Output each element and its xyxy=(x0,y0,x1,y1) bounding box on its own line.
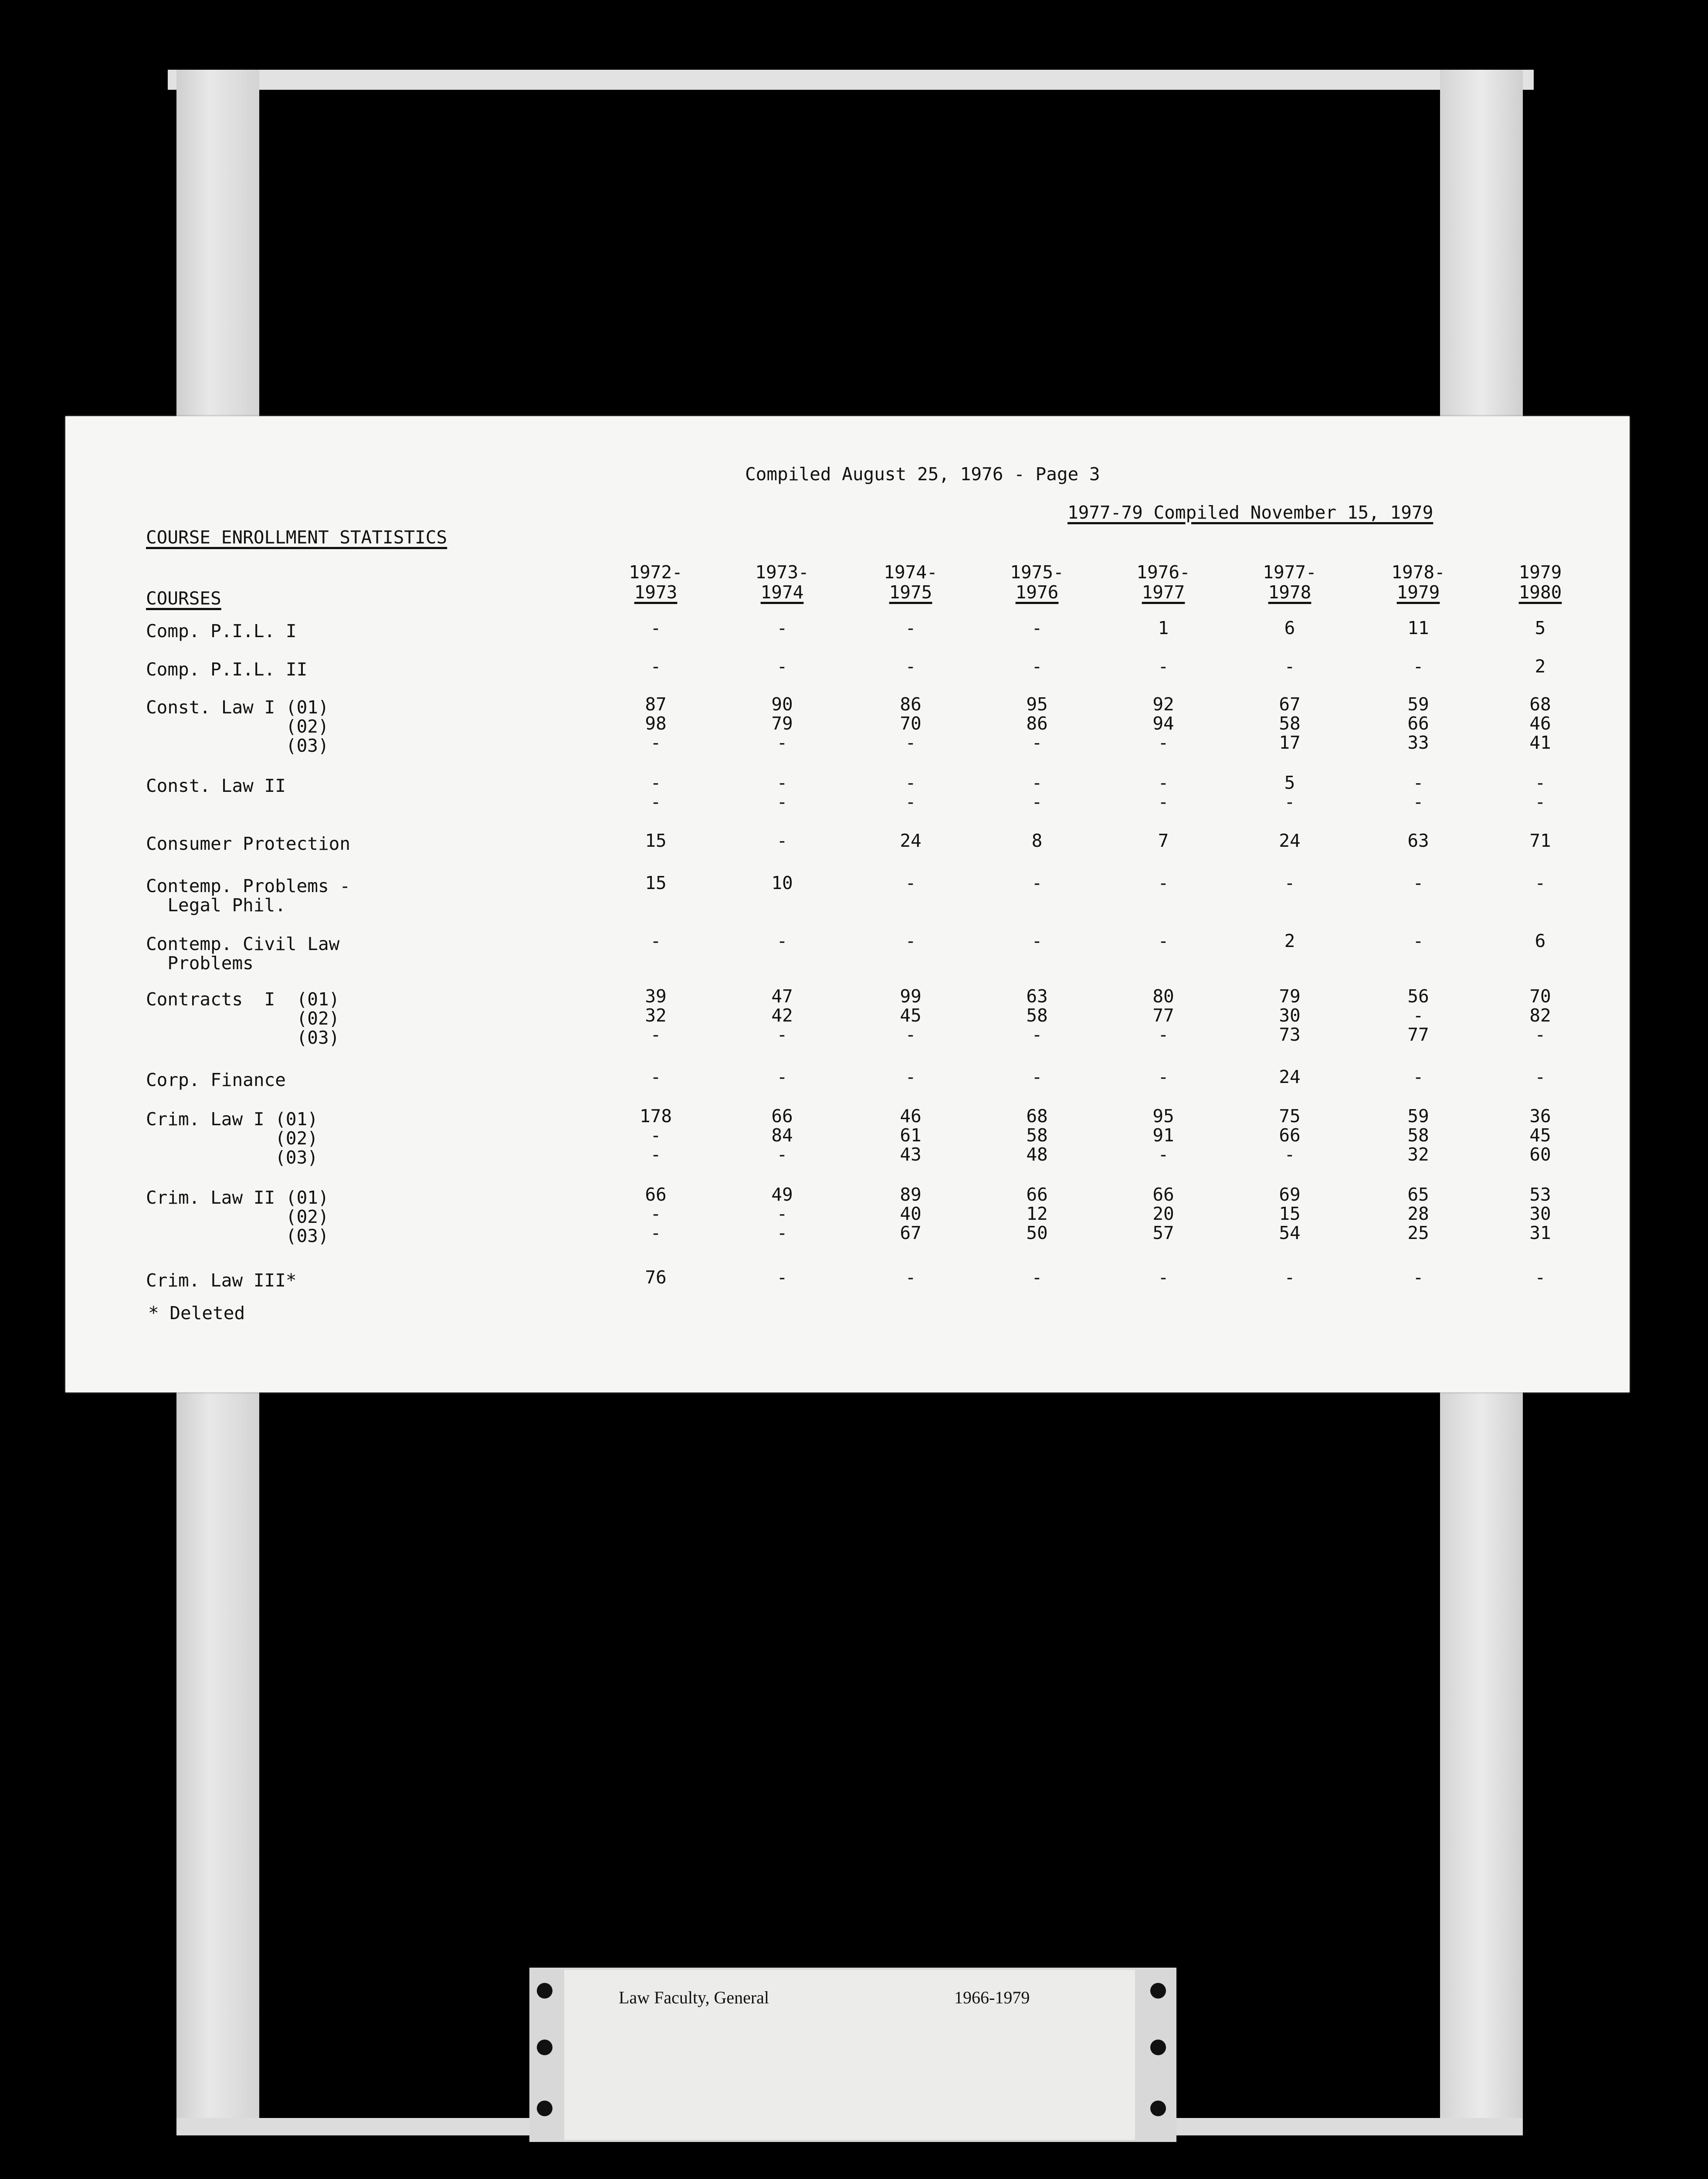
document-sheet xyxy=(65,416,1630,1392)
enrollment-cell: 30 xyxy=(1529,1203,1551,1224)
enrollment-cell: 15 xyxy=(1279,1203,1301,1224)
punch-hole xyxy=(537,1983,552,1999)
enrollment-cell: - xyxy=(1158,791,1169,812)
enrollment-cell: 86 xyxy=(900,694,922,715)
year-header xyxy=(619,562,693,602)
enrollment-cell: - xyxy=(776,791,788,812)
enrollment-cell: 67 xyxy=(900,1222,922,1243)
year-header-end: 1979 xyxy=(1396,582,1440,603)
course-label: (03) xyxy=(146,1147,318,1168)
enrollment-cell: - xyxy=(650,1144,661,1165)
enrollment-cell: 60 xyxy=(1529,1144,1551,1165)
enrollment-cell: - xyxy=(650,1125,661,1146)
enrollment-cell: 2 xyxy=(1535,656,1546,677)
enrollment-cell: - xyxy=(1031,618,1043,638)
enrollment-cell: - xyxy=(776,1066,788,1087)
enrollment-cell: - xyxy=(650,618,661,638)
enrollment-cell: - xyxy=(1413,791,1424,812)
year-header-start: 1976- xyxy=(1136,562,1190,583)
course-label: Legal Phil. xyxy=(146,895,286,916)
year-header-end: 1976 xyxy=(1015,582,1059,603)
enrollment-cell: 12 xyxy=(1026,1203,1048,1224)
enrollment-cell: 36 xyxy=(1529,1106,1551,1127)
enrollment-cell: 54 xyxy=(1279,1222,1301,1243)
enrollment-cell: 39 xyxy=(645,986,667,1007)
enrollment-cell: - xyxy=(1413,1066,1424,1087)
year-header-start: 1975- xyxy=(1010,562,1064,583)
enrollment-cell: - xyxy=(1158,1267,1169,1288)
course-label: Comp. P.I.L. I xyxy=(146,621,297,641)
enrollment-cell: - xyxy=(1158,772,1169,793)
enrollment-cell: 56 xyxy=(1407,986,1429,1007)
enrollment-cell: 63 xyxy=(1407,830,1429,851)
enrollment-cell: - xyxy=(776,830,788,851)
course-label: Contracts I (01) xyxy=(146,989,340,1010)
year-header-start: 1979 xyxy=(1518,562,1562,583)
enrollment-cell: 24 xyxy=(900,830,922,851)
enrollment-cell: - xyxy=(1413,1005,1424,1026)
enrollment-cell: 91 xyxy=(1152,1125,1174,1146)
enrollment-cell: - xyxy=(1413,872,1424,893)
enrollment-cell: - xyxy=(650,772,661,793)
year-header-start: 1972- xyxy=(629,562,683,583)
enrollment-cell: - xyxy=(1158,930,1169,951)
enrollment-cell: - xyxy=(1158,732,1169,753)
enrollment-cell: - xyxy=(1158,1024,1169,1045)
enrollment-cell: 66 xyxy=(1152,1184,1174,1205)
year-header-start: 1977- xyxy=(1263,562,1317,583)
enrollment-cell: 98 xyxy=(645,713,667,734)
enrollment-cell: - xyxy=(905,1024,916,1045)
course-label: Const. Law II xyxy=(146,775,286,796)
enrollment-cell: - xyxy=(1031,1066,1043,1087)
enrollment-cell: 58 xyxy=(1407,1125,1429,1146)
courses-heading: COURSES xyxy=(146,588,221,609)
enrollment-cell: 84 xyxy=(771,1125,793,1146)
enrollment-cell: 70 xyxy=(1529,986,1551,1007)
year-header xyxy=(745,562,819,602)
enrollment-cell: - xyxy=(1031,872,1043,893)
enrollment-cell: - xyxy=(1031,930,1043,951)
enrollment-cell: - xyxy=(1031,772,1043,793)
enrollment-cell: 40 xyxy=(900,1203,922,1224)
enrollment-cell: 2 xyxy=(1284,930,1295,951)
year-header xyxy=(1503,562,1577,602)
year-header-end: 1975 xyxy=(889,582,932,603)
enrollment-cell: - xyxy=(905,791,916,812)
course-label: Const. Law I (01) xyxy=(146,697,329,718)
enrollment-cell: 47 xyxy=(771,986,793,1007)
enrollment-cell: 80 xyxy=(1152,986,1174,1007)
course-label: Crim. Law I (01) xyxy=(146,1109,318,1130)
punch-hole xyxy=(537,2101,552,2116)
course-label: (03) xyxy=(146,735,329,756)
enrollment-cell: 58 xyxy=(1026,1125,1048,1146)
course-label: Crim. Law III* xyxy=(146,1270,297,1291)
enrollment-cell: - xyxy=(905,930,916,951)
enrollment-cell: - xyxy=(776,1222,788,1243)
enrollment-cell: 79 xyxy=(771,713,793,734)
enrollment-cell: - xyxy=(1413,656,1424,677)
enrollment-cell: 73 xyxy=(1279,1024,1301,1045)
enrollment-cell: 20 xyxy=(1152,1203,1174,1224)
document-title: COURSE ENROLLMENT STATISTICS xyxy=(146,527,447,548)
enrollment-cell: - xyxy=(1031,791,1043,812)
enrollment-cell: 41 xyxy=(1529,732,1551,753)
enrollment-cell: - xyxy=(776,732,788,753)
year-header-start: 1974- xyxy=(884,562,938,583)
enrollment-cell: - xyxy=(776,1267,788,1288)
enrollment-cell: - xyxy=(776,772,788,793)
enrollment-cell: 75 xyxy=(1279,1106,1301,1127)
enrollment-cell: - xyxy=(905,1267,916,1288)
enrollment-cell: 77 xyxy=(1152,1005,1174,1026)
enrollment-cell: - xyxy=(1535,872,1546,893)
enrollment-cell: - xyxy=(1535,772,1546,793)
year-header xyxy=(1126,562,1200,602)
enrollment-cell: - xyxy=(905,732,916,753)
enrollment-cell: 66 xyxy=(771,1106,793,1127)
year-header-start: 1978- xyxy=(1391,562,1445,583)
enrollment-cell: - xyxy=(1031,656,1043,677)
enrollment-cell: - xyxy=(905,656,916,677)
enrollment-cell: 6 xyxy=(1284,618,1295,638)
enrollment-cell: 66 xyxy=(1407,713,1429,734)
enrollment-cell: - xyxy=(776,618,788,638)
enrollment-cell: 61 xyxy=(900,1125,922,1146)
enrollment-cell: - xyxy=(1413,772,1424,793)
enrollment-cell: - xyxy=(1031,1267,1043,1288)
enrollment-cell: 42 xyxy=(771,1005,793,1026)
enrollment-cell: 25 xyxy=(1407,1222,1429,1243)
enrollment-cell: 50 xyxy=(1026,1222,1048,1243)
enrollment-cell: 59 xyxy=(1407,1106,1429,1127)
enrollment-cell: - xyxy=(650,1024,661,1045)
enrollment-cell: 66 xyxy=(1279,1125,1301,1146)
enrollment-cell: 65 xyxy=(1407,1184,1429,1205)
enrollment-cell: - xyxy=(1158,1144,1169,1165)
course-label: Crim. Law II (01) xyxy=(146,1187,329,1208)
enrollment-cell: - xyxy=(776,930,788,951)
enrollment-cell: 5 xyxy=(1284,772,1295,793)
enrollment-cell: 24 xyxy=(1279,1066,1301,1087)
enrollment-cell: 45 xyxy=(1529,1125,1551,1146)
enrollment-cell: 48 xyxy=(1026,1144,1048,1165)
enrollment-cell: 95 xyxy=(1152,1106,1174,1127)
enrollment-cell: - xyxy=(1158,872,1169,893)
enrollment-cell: 31 xyxy=(1529,1222,1551,1243)
enrollment-cell: 76 xyxy=(645,1267,667,1288)
enrollment-cell: 66 xyxy=(645,1184,667,1205)
archive-label-title: Law Faculty, General xyxy=(619,1988,769,2007)
punch-hole xyxy=(537,2040,552,2055)
enrollment-cell: 87 xyxy=(645,694,667,715)
enrollment-cell: 82 xyxy=(1529,1005,1551,1026)
enrollment-cell: 33 xyxy=(1407,732,1429,753)
enrollment-cell: - xyxy=(1031,1024,1043,1045)
enrollment-cell: - xyxy=(1284,656,1295,677)
enrollment-cell: - xyxy=(1284,1267,1295,1288)
enrollment-cell: - xyxy=(905,872,916,893)
enrollment-cell: - xyxy=(776,656,788,677)
course-label: Contemp. Problems - xyxy=(146,876,350,896)
course-label: Problems xyxy=(146,953,254,974)
enrollment-cell: 7 xyxy=(1158,830,1169,851)
enrollment-cell: - xyxy=(1413,1267,1424,1288)
enrollment-cell: 89 xyxy=(900,1184,922,1205)
enrollment-cell: 49 xyxy=(771,1184,793,1205)
enrollment-cell: 32 xyxy=(1407,1144,1429,1165)
enrollment-cell: 24 xyxy=(1279,830,1301,851)
enrollment-cell: 58 xyxy=(1279,713,1301,734)
course-label: (02) xyxy=(146,1008,340,1029)
enrollment-cell: 63 xyxy=(1026,986,1048,1007)
enrollment-cell: 5 xyxy=(1535,618,1546,638)
enrollment-cell: - xyxy=(650,930,661,951)
compiled-date-2: 1977-79 Compiled November 15, 1979 xyxy=(1068,502,1434,523)
course-label: (03) xyxy=(146,1027,340,1048)
enrollment-cell: - xyxy=(650,656,661,677)
year-header-end: 1973 xyxy=(634,582,678,603)
year-header xyxy=(1253,562,1327,602)
punch-hole xyxy=(1150,2040,1166,2055)
enrollment-cell: - xyxy=(650,732,661,753)
enrollment-cell: 178 xyxy=(639,1106,672,1127)
course-label: Contemp. Civil Law xyxy=(146,933,340,954)
enrollment-cell: 43 xyxy=(900,1144,922,1165)
enrollment-cell: 70 xyxy=(900,713,922,734)
enrollment-cell: 30 xyxy=(1279,1005,1301,1026)
enrollment-cell: 8 xyxy=(1031,830,1043,851)
enrollment-cell: 92 xyxy=(1152,694,1174,715)
enrollment-cell: - xyxy=(1535,1066,1546,1087)
enrollment-cell: 15 xyxy=(645,872,667,893)
enrollment-cell: - xyxy=(1031,732,1043,753)
enrollment-cell: 77 xyxy=(1407,1024,1429,1045)
enrollment-cell: - xyxy=(1284,791,1295,812)
enrollment-cell: - xyxy=(650,791,661,812)
punch-hole xyxy=(1150,2101,1166,2116)
footnote: * Deleted xyxy=(148,1303,245,1324)
course-label: (03) xyxy=(146,1225,329,1246)
enrollment-cell: 28 xyxy=(1407,1203,1429,1224)
enrollment-cell: 79 xyxy=(1279,986,1301,1007)
archive-label-years: 1966-1979 xyxy=(954,1988,1030,2007)
compiled-date: Compiled August 25, 1976 - Page 3 xyxy=(745,464,1100,485)
enrollment-cell: 10 xyxy=(771,872,793,893)
enrollment-cell: 68 xyxy=(1529,694,1551,715)
punch-hole xyxy=(1150,1983,1166,1999)
enrollment-cell: - xyxy=(776,1203,788,1224)
course-label: (02) xyxy=(146,1206,329,1227)
year-header xyxy=(1000,562,1074,602)
enrollment-cell: 86 xyxy=(1026,713,1048,734)
year-header-end: 1977 xyxy=(1142,582,1185,603)
enrollment-cell: 59 xyxy=(1407,694,1429,715)
enrollment-cell: 58 xyxy=(1026,1005,1048,1026)
year-header xyxy=(1381,562,1455,602)
enrollment-cell: - xyxy=(1535,1267,1546,1288)
year-header-end: 1980 xyxy=(1518,582,1562,603)
enrollment-cell: 11 xyxy=(1407,618,1429,638)
enrollment-cell: 46 xyxy=(1529,713,1551,734)
enrollment-cell: - xyxy=(650,1222,661,1243)
enrollment-cell: - xyxy=(650,1203,661,1224)
enrollment-cell: - xyxy=(1158,1066,1169,1087)
enrollment-cell: 68 xyxy=(1026,1106,1048,1127)
film-frame-top xyxy=(168,70,1534,90)
enrollment-cell: 66 xyxy=(1026,1184,1048,1205)
year-header-end: 1978 xyxy=(1268,582,1312,603)
year-header-start: 1973- xyxy=(755,562,809,583)
enrollment-cell: - xyxy=(905,618,916,638)
enrollment-cell: - xyxy=(1535,791,1546,812)
enrollment-cell: - xyxy=(776,1144,788,1165)
enrollment-cell: 53 xyxy=(1529,1184,1551,1205)
year-header-end: 1974 xyxy=(760,582,804,603)
enrollment-cell: 17 xyxy=(1279,732,1301,753)
enrollment-cell: - xyxy=(650,1066,661,1087)
enrollment-cell: - xyxy=(1284,1144,1295,1165)
enrollment-cell: 67 xyxy=(1279,694,1301,715)
enrollment-cell: 95 xyxy=(1026,694,1048,715)
enrollment-cell: - xyxy=(1413,930,1424,951)
enrollment-cell: - xyxy=(1158,656,1169,677)
year-header xyxy=(874,562,948,602)
enrollment-cell: 71 xyxy=(1529,830,1551,851)
enrollment-cell: 94 xyxy=(1152,713,1174,734)
enrollment-cell: 45 xyxy=(900,1005,922,1026)
course-label: (02) xyxy=(146,716,329,737)
course-label: Corp. Finance xyxy=(146,1069,286,1090)
enrollment-cell: 90 xyxy=(771,694,793,715)
enrollment-cell: 57 xyxy=(1152,1222,1174,1243)
enrollment-cell: - xyxy=(1284,872,1295,893)
enrollment-cell: - xyxy=(1535,1024,1546,1045)
enrollment-cell: 6 xyxy=(1535,930,1546,951)
enrollment-cell: - xyxy=(776,1024,788,1045)
enrollment-cell: 1 xyxy=(1158,618,1169,638)
enrollment-cell: - xyxy=(905,1066,916,1087)
course-label: Consumer Protection xyxy=(146,833,350,854)
enrollment-cell: 46 xyxy=(900,1106,922,1127)
course-label: (02) xyxy=(146,1128,318,1149)
enrollment-cell: 32 xyxy=(645,1005,667,1026)
enrollment-cell: 15 xyxy=(645,830,667,851)
enrollment-cell: - xyxy=(905,772,916,793)
enrollment-cell: 69 xyxy=(1279,1184,1301,1205)
course-label: Comp. P.I.L. II xyxy=(146,659,308,680)
enrollment-cell: 99 xyxy=(900,986,922,1007)
